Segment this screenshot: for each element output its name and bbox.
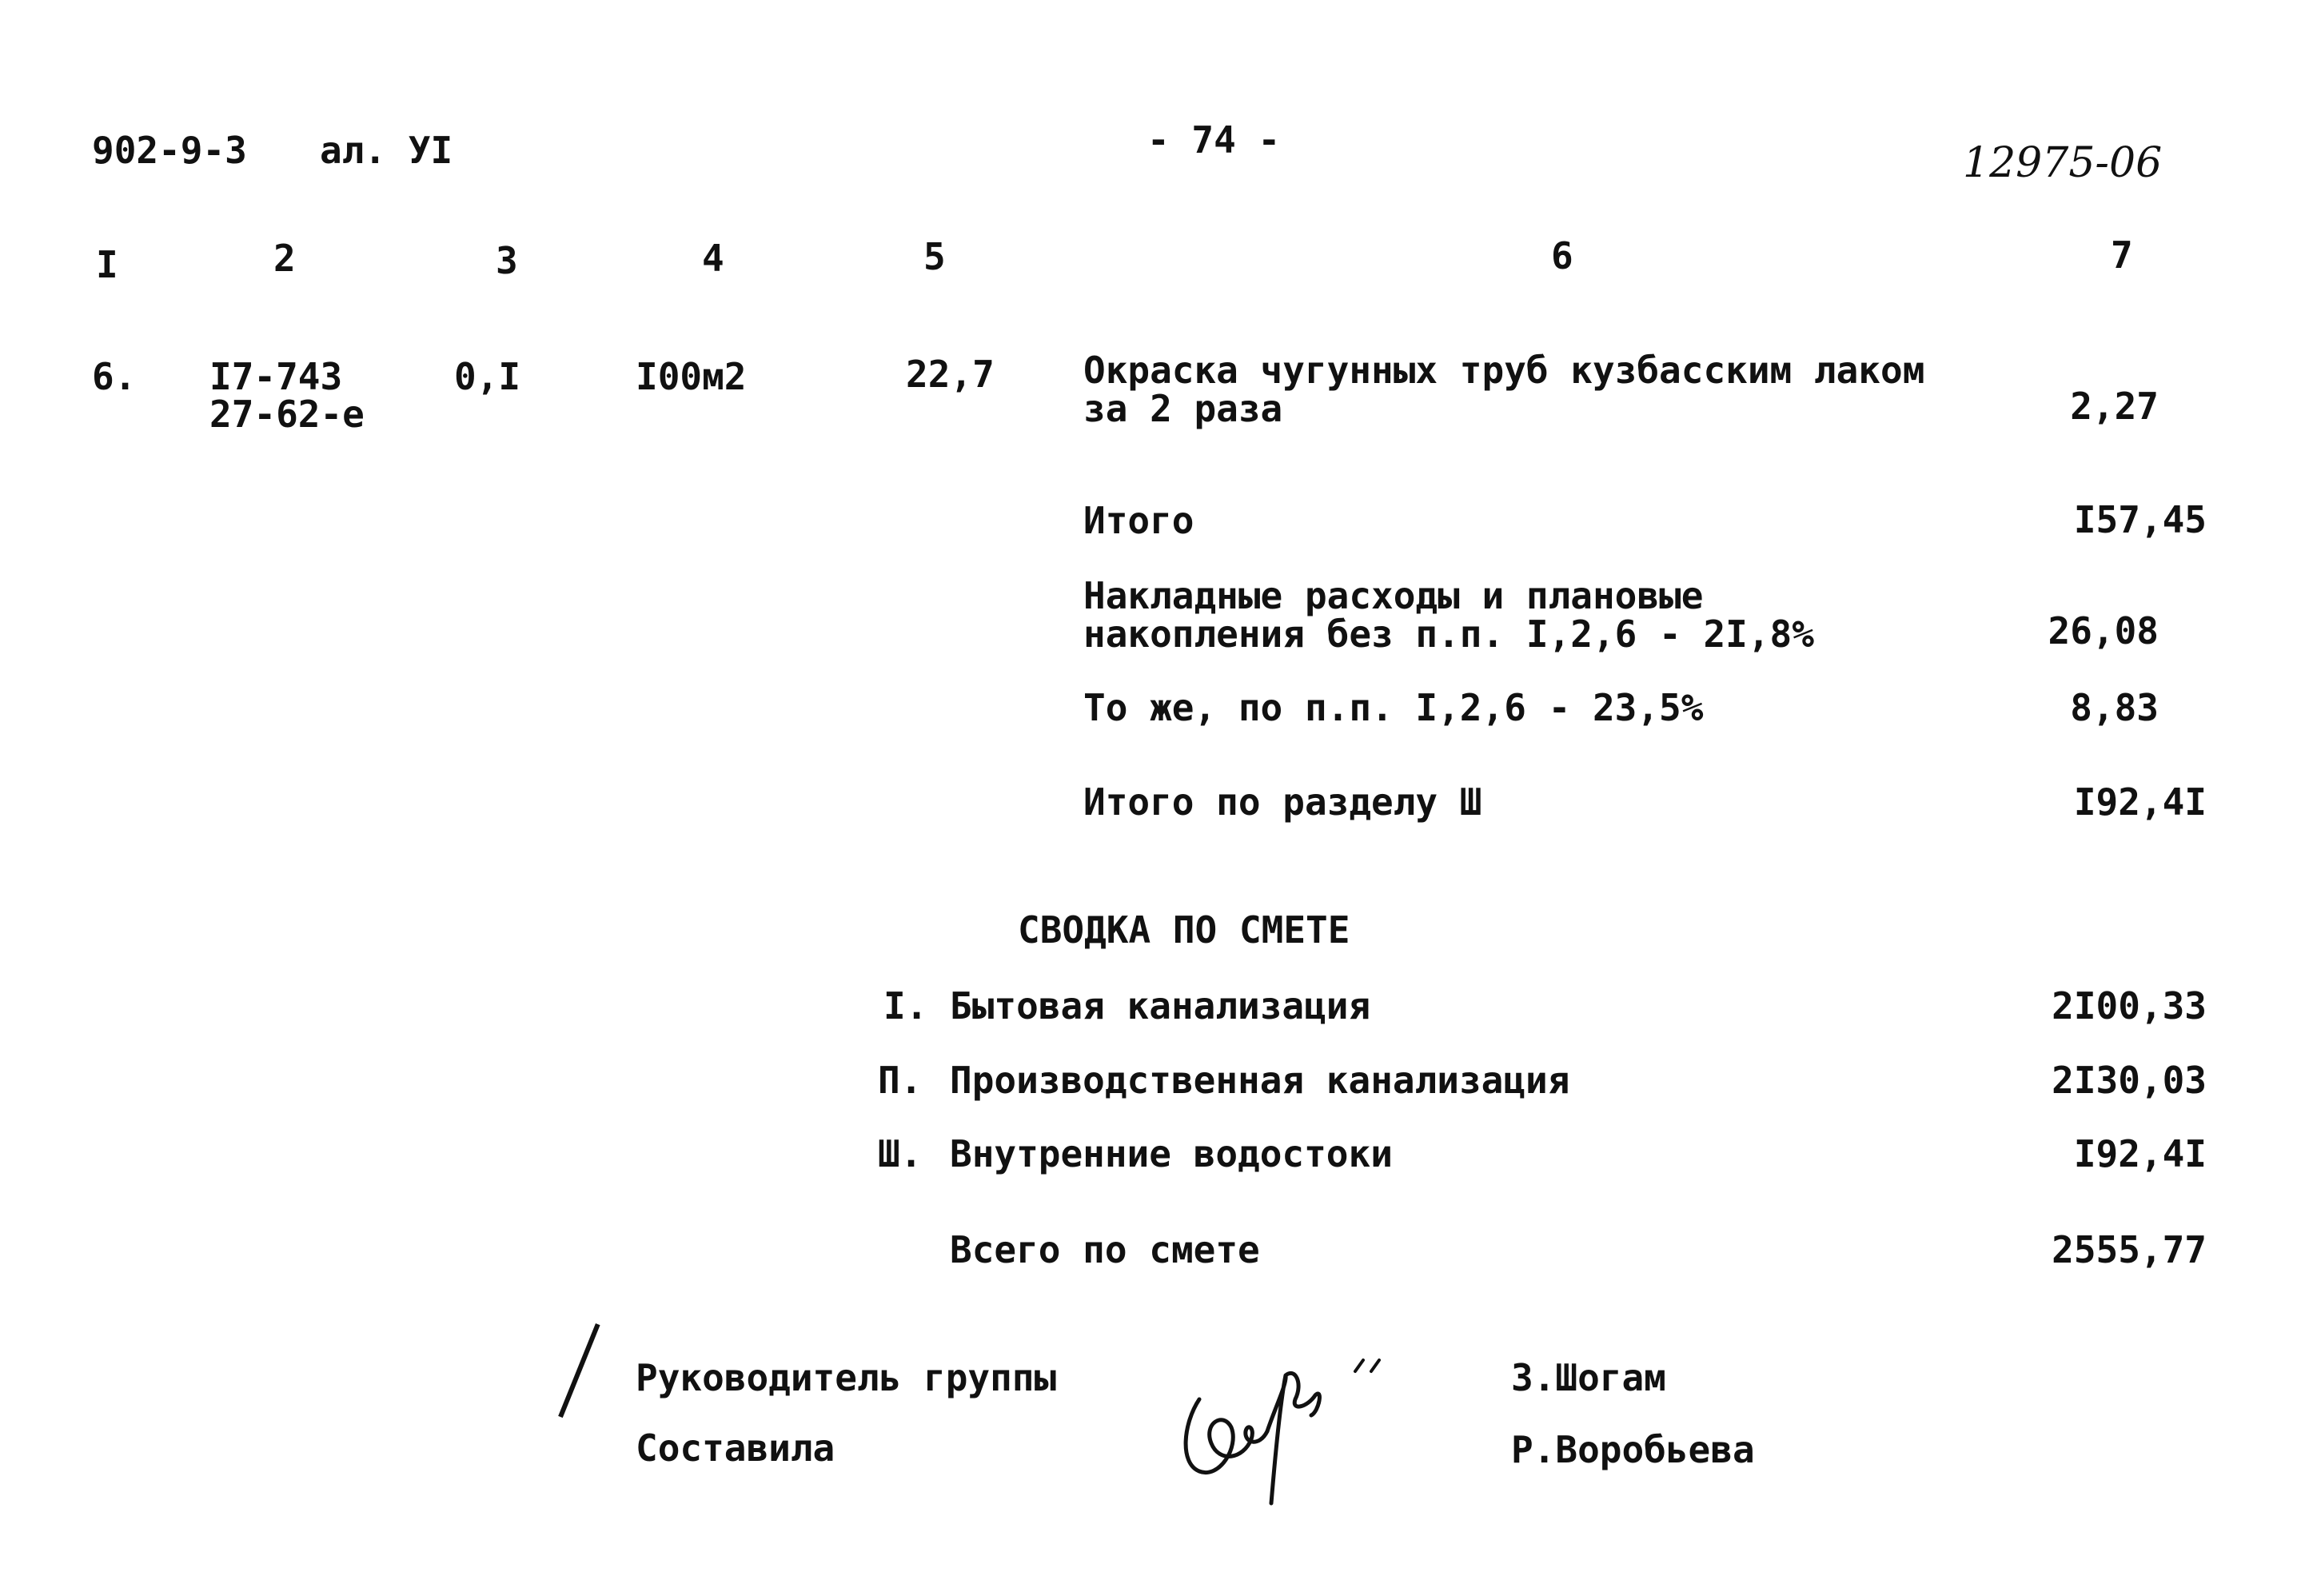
overhead-value: 26,08 [2048,609,2159,652]
grand-total-value: 2555,77 [2052,1228,2207,1271]
summary-title: СВОДКА ПО СМЕТЕ [1018,908,1350,952]
sheet-label: ал. УI [320,129,453,172]
summary-item-number: I. [883,984,928,1027]
column-header-6: 6 [1551,234,1573,277]
row-code-1: I7-743 [209,355,343,398]
row-code-2: 27-62-е [209,393,365,436]
row-coefficient: 0,I [454,355,521,398]
row-quantity: 22,7 [906,353,995,396]
additional-overhead-value: 8,83 [2070,686,2159,729]
summary-item-label: Бытовая канализация [950,984,1371,1027]
column-header-3: 3 [496,239,518,282]
section-total-label: Итого по разделу Ш [1083,780,1482,824]
signature-role-2: Составила [636,1426,835,1470]
handwritten-number: 12975-06 [1963,139,2163,187]
summary-item-label: Производственная канализация [950,1059,1570,1102]
page-number: - 74 - [1147,118,1281,162]
additional-overhead-label: То же, по п.п. I,2,6 - 23,5% [1083,686,1704,729]
column-header-7: 7 [2111,233,2133,277]
column-header-1: I [96,243,118,286]
grand-total-label: Всего по смете [950,1228,1260,1271]
summary-item-number: П. [878,1059,923,1102]
summary-item-value: 2I30,03 [2052,1059,2207,1102]
summary-item-number: Ш. [878,1132,923,1175]
subtotal-value: I57,45 [2073,498,2207,541]
signature-name-1: З.Шогам [1511,1356,1666,1399]
column-header-2: 2 [273,237,296,280]
row-number: 6. [92,355,137,398]
column-header-5: 5 [923,235,946,278]
column-header-4: 4 [702,237,724,280]
section-total-value: I92,4I [2073,780,2207,824]
row-description-line-2: за 2 раза [1083,387,1283,430]
overhead-label-line-1: Накладные расходы и плановые [1083,574,1704,617]
summary-item-value: I92,4I [2073,1132,2207,1175]
summary-item-label: Внутренние водостоки [950,1132,1393,1175]
summary-item-value: 2I00,33 [2052,984,2207,1027]
row-total: 2,27 [2070,385,2159,428]
document-code: 902-9-3 [92,129,247,172]
row-unit: I00м2 [636,355,747,398]
signature-name-2: Р.Воробьева [1511,1428,1755,1471]
pen-stroke [558,1323,600,1418]
subtotal-label: Итого [1083,499,1194,542]
row-description-line-1: Окраска чугунных труб кузбасским лаком [1083,349,1925,392]
overhead-label-line-2: накопления без п.п. I,2,6 - 2I,8% [1083,612,1814,656]
handwritten-signature-icon [1175,1351,1415,1511]
signature-role-1: Руководитель группы [636,1356,1057,1399]
